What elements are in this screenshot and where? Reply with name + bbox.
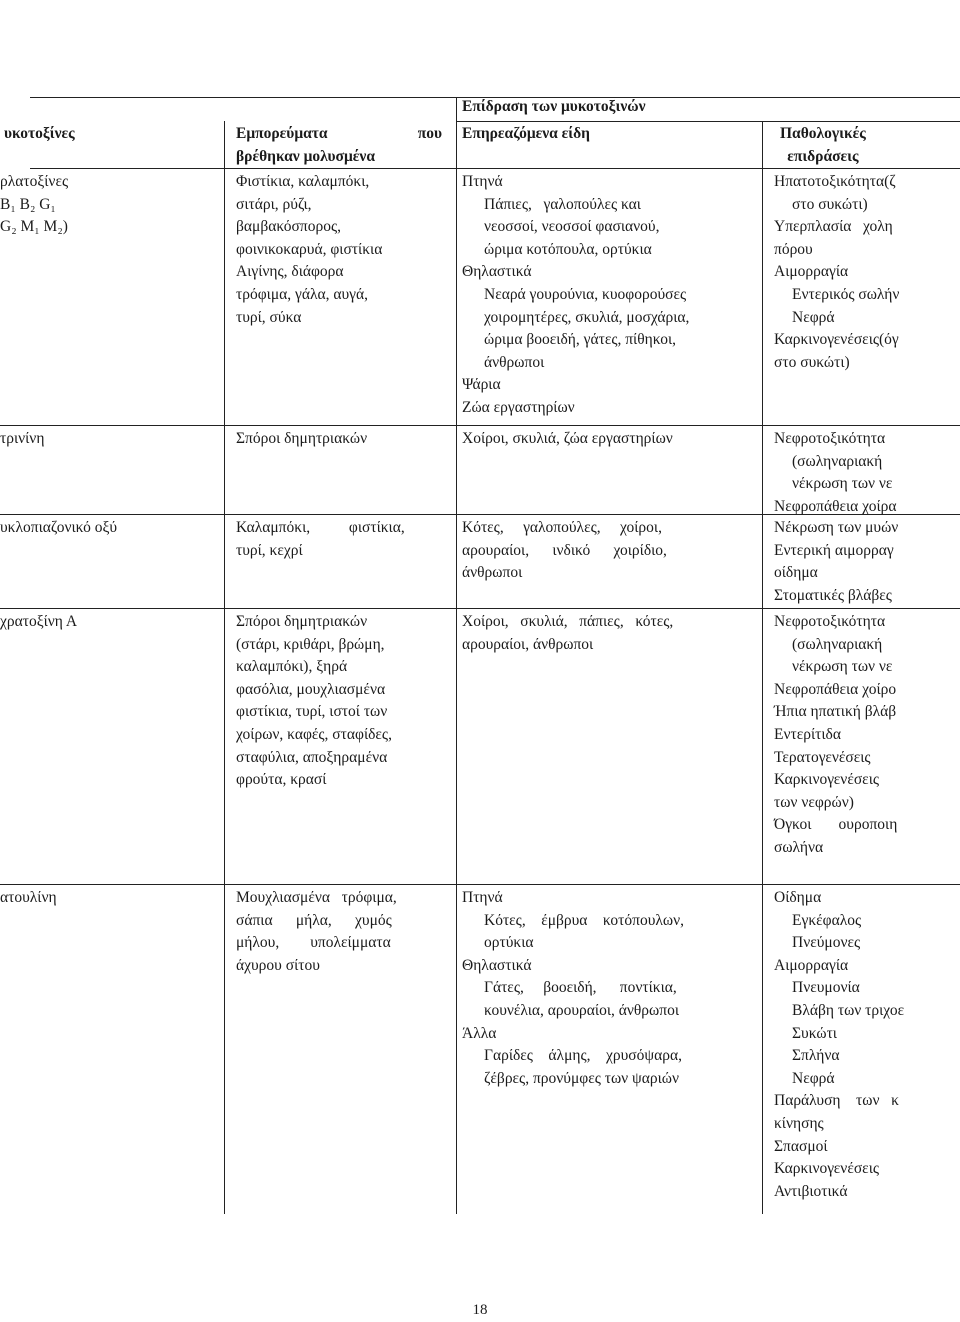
cell-line: πόρου bbox=[774, 240, 813, 258]
cell-line: Σπλήνα bbox=[792, 1047, 840, 1065]
cell-line: Θηλαστικά bbox=[462, 956, 532, 974]
cell-line: μήλου, υπολείμματα bbox=[236, 934, 391, 952]
effects-cell bbox=[774, 428, 897, 518]
cell-line: Σπόροι δημητριακών bbox=[236, 430, 368, 447]
cell-line: σάπια μήλα, χυμός bbox=[236, 911, 392, 929]
cell-line: φρούτα, κρασί bbox=[236, 771, 327, 789]
cell-line: Νεαρά γουρούνια, κυοφορούσες bbox=[484, 285, 687, 303]
cell-line: φασόλια, μουχλιασμένα bbox=[236, 680, 386, 698]
species-cell bbox=[462, 428, 673, 451]
cell-line: Θηλαστικά bbox=[462, 263, 532, 281]
cell-line: υκλοπιαζονικό οξύ bbox=[0, 519, 118, 536]
cell-line: χοιρομητέρες, σκυλιά, μοσχάρια, bbox=[484, 308, 690, 326]
cell-line: αρουραίοι, ινδικό χοιρίδιο, bbox=[462, 541, 667, 559]
toxin-cell bbox=[0, 171, 68, 239]
row-rule-4 bbox=[0, 884, 960, 885]
effects-cell bbox=[774, 887, 904, 1203]
col-rule-3 bbox=[762, 121, 763, 1214]
cell-line: Ηπατοτοξικότητα(ζ bbox=[774, 173, 896, 190]
cell-line: Νεφρά bbox=[792, 1069, 835, 1087]
cell-line: Χοίροι, σκυλιά, πάπιες, κότες, bbox=[462, 613, 674, 630]
cell-line: Ήπια ηπατική βλάβ bbox=[774, 703, 897, 721]
page-number: 18 bbox=[472, 1302, 488, 1318]
cell-line: Εντερικός σωλήν bbox=[792, 285, 900, 303]
cell-line: Νεφροτοξικότητα bbox=[774, 613, 886, 630]
table-title: Επίδραση των μυκοτοξινών bbox=[462, 98, 646, 115]
toxin-cell bbox=[0, 428, 44, 451]
cell-line: Καρκινογενέσεις bbox=[774, 1160, 879, 1178]
cell-line: Β₁ Β₂ G₁ bbox=[0, 195, 56, 213]
cell-line: άχυρου σίτου bbox=[236, 956, 320, 974]
col-rule-2 bbox=[456, 97, 457, 1214]
cell-line: Παράλυση των κ bbox=[774, 1092, 899, 1110]
cell-line: σταφύλια, αποξηραμένα bbox=[236, 748, 388, 766]
cell-line: Υπερπλασία χολη bbox=[774, 218, 893, 236]
cell-line: νεοσσοί, νεοσσοί φασιανού, bbox=[484, 218, 660, 236]
cell-line: Νεφρά bbox=[792, 308, 835, 326]
cell-line: τυρί, σύκα bbox=[236, 308, 302, 326]
cell-line: Κότες, γαλοπούλες, χοίροι, bbox=[462, 519, 662, 536]
cell-line: Ψάρια bbox=[462, 376, 501, 394]
cell-line: Σπόροι δημητριακών bbox=[236, 613, 368, 630]
cell-line: Αντιβιοτικά bbox=[774, 1182, 848, 1200]
cell-line: Οίδημα bbox=[774, 889, 822, 906]
commodities-cell bbox=[236, 611, 392, 792]
cell-line: (σωληναριακή bbox=[792, 452, 883, 470]
cell-line: οίδημα bbox=[774, 564, 818, 582]
cell-line: Όγκοι ουροποιη bbox=[774, 816, 898, 834]
cell-line: Πτηνά bbox=[462, 173, 503, 190]
header-commodities-a: Εμπορεύματα bbox=[236, 125, 328, 142]
cell-line: Χοίροι, σκυλιά, ζώα εργαστηρίων bbox=[462, 430, 673, 447]
effects-cell bbox=[774, 611, 897, 860]
toxin-cell bbox=[0, 887, 57, 910]
species-cell bbox=[462, 611, 673, 656]
cell-line: άνθρωποι bbox=[484, 353, 545, 371]
species-cell bbox=[462, 171, 689, 420]
effects-cell bbox=[774, 517, 898, 607]
cell-line: τρινίνη bbox=[0, 430, 45, 447]
header-species: Επηρεαζόμενα είδη bbox=[462, 125, 590, 142]
cell-line: Ζώα εργαστηρίων bbox=[462, 398, 575, 416]
cell-line: στο συκώτι) bbox=[774, 353, 850, 371]
cell-line: Εντερίτιδα bbox=[774, 725, 841, 743]
cell-line: Νεφροπάθεια χοίρο bbox=[774, 680, 897, 698]
header-commodities bbox=[236, 123, 442, 168]
cell-line: Νέκρωση των μυών bbox=[774, 519, 899, 536]
cell-line: ατουλίνη bbox=[0, 889, 57, 906]
cell-line: νέκρωση των νε bbox=[792, 658, 893, 676]
cell-line: Πτηνά bbox=[462, 889, 503, 906]
commodities-cell bbox=[236, 887, 397, 977]
cell-line: Στοματικές βλάβες bbox=[774, 586, 892, 604]
cell-line: Αιμορραγία bbox=[774, 263, 849, 281]
cell-line: Άλλα bbox=[462, 1024, 497, 1042]
cell-line: στο συκώτι) bbox=[792, 195, 868, 213]
cell-line: Μουχλιασμένα τρόφιμα, bbox=[236, 889, 397, 906]
cell-line: ώριμα βοοειδή, γάτες, πίθηκοι, bbox=[484, 331, 677, 349]
cell-line: κίνησης bbox=[774, 1114, 824, 1132]
cell-line: των νεφρών) bbox=[774, 793, 854, 811]
cell-line: (στάρι, κριθάρι, βρώμη, bbox=[236, 635, 385, 653]
cell-line: σωλήνα bbox=[774, 838, 824, 856]
row-rule-1 bbox=[0, 425, 960, 426]
cell-line: Βλάβη των τριχοε bbox=[792, 1001, 905, 1019]
cell-line: Γάτες, βοοειδή, ποντίκια, bbox=[484, 979, 677, 997]
cell-line: G₂ M₁ M₂) bbox=[0, 218, 68, 236]
cell-line: Συκώτι bbox=[792, 1024, 837, 1042]
row-rule-3 bbox=[0, 608, 960, 609]
cell-line: Νεφροτοξικότητα bbox=[774, 430, 886, 447]
cell-line: τυρί, κεχρί bbox=[236, 541, 303, 559]
cell-line: ρλατοξίνες bbox=[0, 173, 69, 190]
cell-line: Εγκέφαλος bbox=[792, 911, 862, 929]
cell-line: χοίρων, καφές, σταφίδες, bbox=[236, 725, 392, 743]
cell-line: Καρκινογενέσεις(όγ bbox=[774, 331, 899, 349]
header-commodities-b: που bbox=[417, 125, 442, 142]
commodities-cell bbox=[236, 171, 382, 329]
species-cell bbox=[462, 517, 667, 585]
cell-line: Πνευμονία bbox=[792, 979, 860, 997]
cell-line: Καλαμπόκι, φιστίκια, bbox=[236, 519, 405, 536]
cell-line: φιστίκια, τυρί, ιστοί των bbox=[236, 703, 388, 721]
cell-line: Φιστίκια, καλαμπόκι, bbox=[236, 173, 370, 190]
commodities-cell bbox=[236, 517, 405, 562]
header-effects-a: Παθολογικές bbox=[780, 125, 866, 142]
cell-line: Γαρίδες άλμης, χρυσόψαρα, bbox=[484, 1047, 682, 1065]
cell-line: σιτάρι, ρύζι, bbox=[236, 195, 312, 213]
cell-line: νέκρωση των νε bbox=[792, 475, 893, 493]
cell-line: Σπασμοί bbox=[774, 1137, 828, 1155]
cell-line: ώριμα κοτόπουλα, ορτύκια bbox=[484, 240, 652, 258]
commodities-cell bbox=[236, 428, 367, 451]
species-cell bbox=[462, 887, 684, 1090]
cell-line: Αιμορραγία bbox=[774, 956, 849, 974]
cell-line: Εντερική αιμορραγ bbox=[774, 541, 894, 559]
cell-line: φοινικοκαρυά, φιστίκια bbox=[236, 240, 383, 258]
cell-line: κουνέλια, αρουραίοι, άνθρωποι bbox=[484, 1001, 679, 1019]
header-toxins: υκοτοξίνες bbox=[4, 125, 75, 142]
header-effects bbox=[780, 123, 866, 168]
cell-line: Κότες, έμβρυα κοτόπουλων, bbox=[484, 911, 684, 929]
cell-line: τρόφιμα, γάλα, αυγά, bbox=[236, 285, 369, 303]
title-rule bbox=[456, 121, 960, 122]
cell-line: καλαμπόκι), ξηρά bbox=[236, 658, 348, 676]
cell-line: άνθρωποι bbox=[462, 564, 523, 582]
cell-line: χρατοξίνη Α bbox=[0, 613, 78, 630]
header-effects-b: επιδράσεις bbox=[787, 147, 859, 165]
cell-line: Τερατογενέσεις bbox=[774, 748, 871, 766]
cell-line: Νεφροπάθεια χοίρα bbox=[774, 497, 897, 515]
effects-cell bbox=[774, 171, 899, 374]
cell-line: ζέβρες, προνύμφες των ψαριών bbox=[484, 1069, 679, 1087]
col-rule-1 bbox=[224, 121, 225, 1214]
header-commodities-c: βρέθηκαν μολυσμένα bbox=[236, 147, 375, 165]
toxin-cell bbox=[0, 611, 77, 634]
cell-line: Πνεύμονες bbox=[792, 934, 861, 952]
cell-line: βαμβακόσπορος, bbox=[236, 218, 341, 236]
cell-line: ορτύκια bbox=[484, 934, 534, 952]
cell-line: Πάπιες, γαλοπούλες και bbox=[484, 195, 641, 213]
cell-line: Καρκινογενέσεις bbox=[774, 771, 879, 789]
cell-line: (σωληναριακή bbox=[792, 635, 883, 653]
cell-line: αρουραίοι, άνθρωποι bbox=[462, 635, 594, 653]
toxin-cell bbox=[0, 517, 117, 540]
cell-line: Αιγίνης, διάφορα bbox=[236, 263, 344, 281]
